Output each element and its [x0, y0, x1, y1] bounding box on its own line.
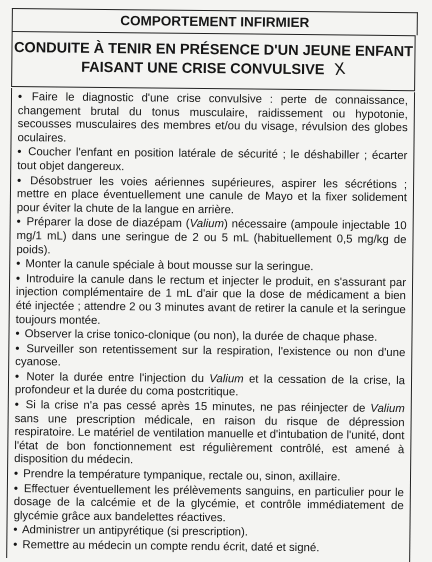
list-item-text: Observer la crise tonico-clonique (ou non), la durée de chaque phase. — [24, 328, 378, 344]
list-item — [15, 343, 405, 374]
document-page — [6, 0, 432, 553]
bullet-icon: • — [13, 524, 18, 537]
bullet-icon: • — [14, 370, 20, 383]
list-item — [14, 483, 404, 528]
list-item-text: et la cessation de la crise, la profondeur et la durée du coma postcritique. — [14, 373, 406, 399]
list-item-text: Monter la canule spéciale à bout mousse sur la seringue. — [25, 258, 314, 274]
list-item-text: Effectuer éventuellement les prélèvements sanguins, en particulier pour le dosage de la calcémie et de la glycémie, et contrôle immédiatement de glycémie grâce aux bandelettes réactives. — [13, 482, 404, 525]
list-item-text: Remettre au médecin un compte rendu écrit, daté et signé. — [22, 539, 320, 555]
list-item-text: Coucher l'enfant en position latérale de sécurité ; le déshabiller ; écarter tout objet dangereux. — [17, 146, 408, 174]
bullet-icon: • — [17, 146, 22, 159]
bullet-icon: • — [13, 482, 18, 495]
list-item-text: Préparer la dose de diazépam ( — [26, 216, 190, 231]
list-item-text: Surveiller son retentissement sur la respiration, l'existence ou non d'une cyanose. — [15, 342, 406, 369]
list-item — [17, 146, 407, 177]
bullet-icon: • — [13, 539, 18, 552]
list-item — [14, 399, 405, 471]
bullet-icon: • — [17, 91, 23, 104]
list-item-text: ) nécessaire (ampoule injectable 10 mg/1 mL) dans une seringue de 2 ou 5 mL (habituellement 0,5 mg/kg de poids). — [16, 218, 407, 256]
handwritten-mark: X — [333, 58, 347, 80]
list-item — [17, 91, 408, 149]
drug-name: Valium — [209, 372, 244, 386]
bullet-icon: • — [16, 216, 21, 229]
drug-name: Valium — [370, 402, 405, 416]
list-item — [13, 539, 403, 557]
list-item-text: sans une prescription médicale, en raison du risque de dépression respiratoire. Le matériel de ventilation manuelle et d'intubation de l'unité, dont l'état de bon fonctionnement est régulièrement contrôlé, est amené à disposition du médecin. — [14, 412, 405, 467]
list-item — [16, 216, 406, 261]
list-item — [15, 371, 405, 402]
bullet-icon: • — [16, 272, 21, 285]
list-item-text: Introduire la canule dans le rectum et injecter le produit, en s'assurant par injection complémentaire de 1 mL d'air que la dose de médicament a bien été injectée ; attendre 2 ou 3 minutes avant de retirer la canule et la seringue toujours montée. — [15, 272, 407, 327]
bullet-icon: • — [16, 258, 21, 271]
list-item-text: Noter la durée entre l'injection du — [26, 371, 210, 385]
list-item-text: Administrer un antipyrétique (si prescription). — [21, 524, 249, 539]
list-item-text: Prendre la température tympanique, rectale ou, sinon, axillaire. — [23, 468, 341, 484]
document-title — [11, 31, 416, 91]
instructions-list — [6, 88, 415, 562]
list-item — [17, 175, 407, 220]
drug-name: Valium — [189, 218, 225, 231]
list-item-text: Si la crise n'a pas cessé après 15 minutes, ne pas réinjecter de — [25, 399, 371, 415]
bullet-icon: • — [14, 399, 19, 412]
section-header: COMPORTEMENT INFIRMIER — [12, 8, 418, 35]
bullet-icon: • — [13, 468, 19, 481]
bullet-icon: • — [17, 174, 22, 187]
bullet-icon: • — [15, 328, 20, 341]
list-item — [16, 273, 407, 331]
title-line-1: CONDUITE À TENIR EN PRÉSENCE D'UN JEUNE ENFANT — [13, 40, 414, 61]
list-item-text: Désobstruer les voies aériennes supérieures, aspirer les sécrétions ; mettre en place éventuellement une canule de Mayo et la fixer solidement pour éviter la chute de la langue en arrière. — [16, 174, 408, 217]
list-item-text: Faire le diagnostic d'une crise convulsive : perte de connaissance, changement brutal du tonus musculaire, raidissement ou hypotonie, secousses musculaires des membres et/ou du visage, révulsion des globes oculaires. — [17, 91, 409, 145]
bullet-icon: • — [15, 342, 20, 355]
title-line-2-text: FAISANT UNE CRISE CONVULSIVE — [81, 59, 325, 79]
